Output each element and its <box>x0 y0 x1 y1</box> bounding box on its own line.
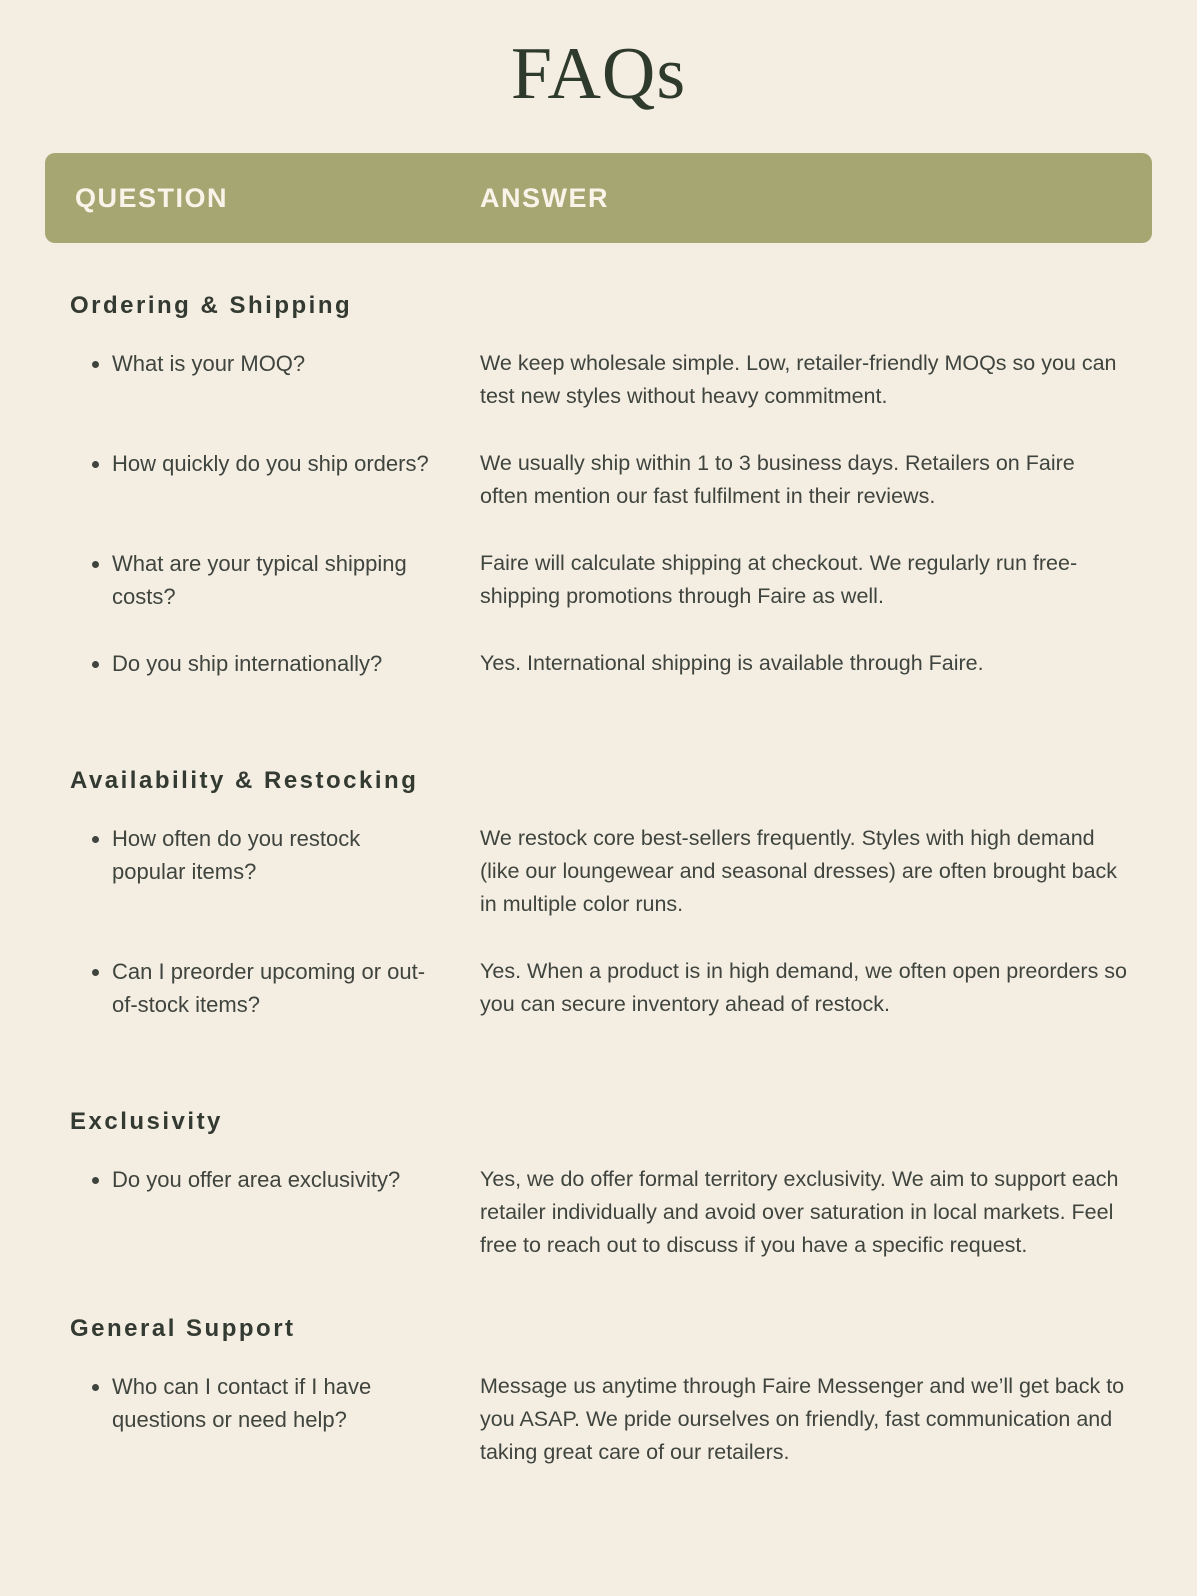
faq-row <box>70 447 1127 513</box>
section-heading: Ordering & Shipping <box>70 292 353 320</box>
question-text: • What are your typical shipping costs? <box>112 547 432 613</box>
section-availability-restocking <box>70 766 1127 1021</box>
section-ordering-shipping <box>70 291 1127 680</box>
answer-text: Faire will calculate shipping at checkout. We regularly run free-shipping promotions through Faire as well. <box>480 551 1078 609</box>
faq-row <box>70 347 1127 413</box>
faq-row <box>70 822 1127 921</box>
faq-row <box>70 955 1127 1021</box>
faq-row <box>70 647 1127 680</box>
section-heading: General Support <box>70 1315 296 1343</box>
question-text: • What is your MOQ? <box>112 347 432 380</box>
section-heading: Availability & Restocking <box>70 767 419 795</box>
answer-text: We usually ship within 1 to 3 business days. Retailers on Faire often mention our fast fulfilment in their reviews. <box>480 451 1075 509</box>
answer-text: Yes. International shipping is available through Faire. <box>480 651 984 676</box>
question-column-header: QUESTION <box>75 182 229 213</box>
answer-text: We keep wholesale simple. Low, retailer-friendly MOQs so you can test new styles without heavy commitment. <box>480 351 1117 409</box>
section-heading: Exclusivity <box>70 1108 223 1136</box>
answer-text: Yes. When a product is in high demand, we often open preorders so you can secure inventory ahead of restock. <box>480 959 1127 1017</box>
answer-column-header: ANSWER <box>480 182 609 213</box>
answer-text: We restock core best-sellers frequently. Styles with high demand (like our loungewear and seasonal dresses) are often brought back in multiple color runs. <box>480 826 1118 917</box>
question-text: • How often do you restock popular items? <box>112 822 432 888</box>
answer-text: Message us anytime through Faire Messenger and we’ll get back to you ASAP. We pride ourselves on friendly, fast communication and taking great care of our retailers. <box>480 1374 1125 1465</box>
faq-content <box>0 291 1197 1469</box>
question-text: • Do you offer area exclusivity? <box>112 1163 432 1196</box>
question-text: • Can I preorder upcoming or out-of-stock items? <box>112 955 432 1021</box>
table-header-bar <box>45 153 1152 243</box>
answer-text: Yes, we do offer formal territory exclusivity. We aim to support each retailer individually and avoid over saturation in local markets. Feel free to reach out to discuss if you have a specific request. <box>480 1167 1119 1258</box>
question-text: • Who can I contact if I have questions or need help? <box>112 1370 432 1436</box>
faq-row <box>70 547 1127 613</box>
question-text: • Do you ship internationally? <box>112 647 432 680</box>
faq-row <box>70 1163 1127 1262</box>
question-text: • How quickly do you ship orders? <box>112 447 432 480</box>
section-general-support <box>70 1314 1127 1469</box>
faq-row <box>70 1370 1127 1469</box>
page-title: FAQs <box>510 33 687 115</box>
section-exclusivity <box>70 1107 1127 1262</box>
